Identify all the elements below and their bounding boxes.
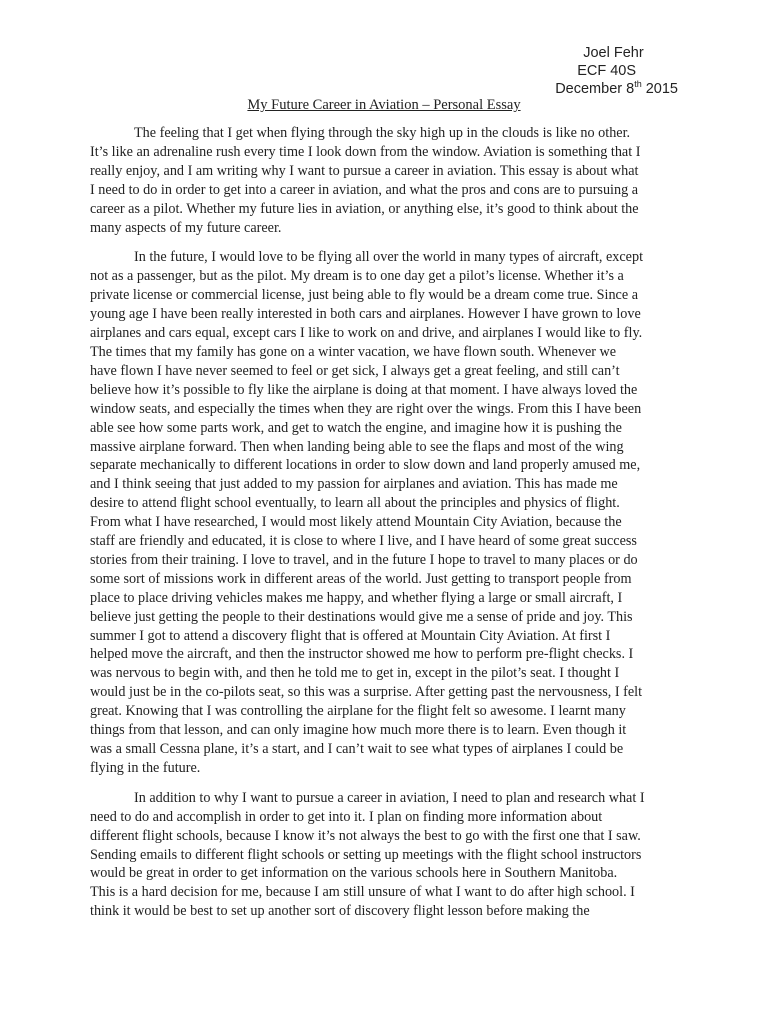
paragraph-line: summer I got to attend a discovery flight that is offered at Mountain City Aviation. At first I: [90, 627, 611, 644]
essay-paragraph: [90, 248, 678, 777]
paragraph-line: desire to attend flight school eventually, to learn all about the principles and physics of flight.: [90, 495, 620, 512]
paragraph-line: Sending emails to different flight schools or setting up meetings with the flight school instructors: [90, 846, 642, 863]
paragraph-line: The times that my family has gone on a winter vacation, we have flown south. Whenever we: [90, 343, 617, 360]
paragraph-line: From what I have researched, I would most likely attend Mountain City Aviation, because the: [90, 514, 622, 531]
paragraph-line: things from that lesson, and can only imagine how much more there is to learn. Even though it: [90, 722, 627, 739]
paragraph-line: In addition to why I want to pursue a career in aviation, I need to plan and research what I: [134, 789, 645, 806]
paragraph-line: airplanes and cars equal, except cars I like to work on and drive, and airplanes I would like to fly.: [90, 325, 643, 342]
paragraph-line: some sort of missions work in different areas of the world. Just getting to transport people from: [90, 570, 632, 587]
paragraph-line: This is a hard decision for me, because I am still unsure of what I want to do after high school. I: [90, 884, 635, 901]
header-block: [555, 44, 678, 98]
paragraph-line: have flown I have never seemed to feel or get sick, I always get a great feeling, and still can’t: [90, 362, 620, 379]
paragraph-line: young age I have been really interested in both cars and airplanes. However I have grown to love: [90, 306, 641, 323]
paragraph-line: place to place driving vehicles makes me happy, and whether flying a large or small aircraft, I: [90, 589, 623, 606]
paragraph-line: was nervous to begin with, and then he told me to get in, except in the pilot’s seat. I thought I: [90, 665, 620, 682]
date-ordinal-suffix: th: [634, 79, 642, 90]
paragraph-line: was a small Cessna plane, it’s a start, and I can’t wait to see what types of airplanes I could be: [90, 741, 624, 757]
paragraph-line: flying in the future.: [90, 759, 201, 776]
paragraph-line: massive airplane forward. Then when landing being able to see the flaps and most of the wing: [90, 438, 624, 455]
paragraph-line: window seats, and especially the times when they are right over the wings. From this I have been: [90, 400, 642, 417]
paragraph-line: It’s like an adrenaline rush every time I look down from the window. Aviation is something that I: [90, 143, 641, 160]
author-name: Joel Fehr: [583, 45, 644, 61]
paragraph-line: I need to do in order to get into a career in aviation, and what the pros and cons are to pursuing a: [90, 181, 639, 198]
paragraph-line: stories from their training. I love to travel, and in the future I hope to travel to many places or do: [90, 551, 638, 568]
paragraph-line: helped move the aircraft, and then the instructor showed me how to perform pre-flight checks. I: [90, 646, 634, 663]
paragraph-line: The feeling that I get when flying through the sky high up in the clouds is like no other.: [134, 125, 631, 141]
essay-paragraph: [90, 124, 678, 237]
date-year: 2015: [641, 81, 678, 97]
paragraph-line: think it would be best to set up another sort of discovery flight lesson before making the: [90, 903, 590, 920]
paragraph-line: believe how it’s possible to fly like the airplane is doing at that moment. I have always loved the: [90, 381, 638, 398]
paragraph-line: would just be in the co-pilots seat, so this was a surprise. After getting past the nervousness, I felt: [90, 684, 643, 701]
course-code: ECF 40S: [577, 63, 637, 79]
paragraph-line: great. Knowing that I was controlling the airplane for the flight felt so awesome. I learnt many: [90, 703, 626, 720]
essay-body: [90, 124, 678, 932]
paragraph-line: believe just getting the people to their destinations would give me a sense of pride and joy. This: [90, 608, 633, 625]
paragraph-line: need to do and accomplish in order to get into it. I plan on finding more information about: [90, 808, 603, 825]
date-prefix: December 8: [555, 81, 635, 97]
essay-paragraph: [90, 789, 678, 921]
paragraph-line: able see how some parts work, and get to watch the engine, and imagine how it is pushing the: [90, 419, 622, 436]
paragraph-line: separate mechanically to different locations in order to slow down and land properly amused me,: [90, 457, 641, 474]
paragraph-line: many aspects of my future career.: [90, 219, 282, 236]
paragraph-line: not as a passenger, but as the pilot. My dream is to one day get a pilot’s license. Whether it’s a: [90, 268, 624, 285]
paragraph-line: In the future, I would love to be flying all over the world in many types of aircraft, except: [134, 249, 644, 266]
paragraph-line: staff are friendly and educated, it is close to where I live, and I have heard of some great success: [90, 533, 637, 550]
paragraph-line: would be great in order to get information on the various schools here in Southern Manitoba.: [90, 865, 618, 882]
paragraph-line: career as a pilot. Whether my future lies in aviation, or anything else, it’s good to think about the: [90, 200, 639, 217]
paragraph-line: private license or commercial license, just being able to fly would be a dream come true. Since a: [90, 287, 638, 304]
paragraph-line: different flight schools, because I know it’s not always the best to go with the first one that I saw.: [90, 827, 641, 844]
paragraph-line: and I think seeing that just added to my passion for airplanes and aviation. This has made me: [90, 476, 618, 493]
paragraph-line: really enjoy, and I am writing why I want to pursue a career in aviation. This essay is about what: [90, 162, 639, 179]
essay-title: My Future Career in Aviation – Personal Essay: [247, 97, 521, 113]
